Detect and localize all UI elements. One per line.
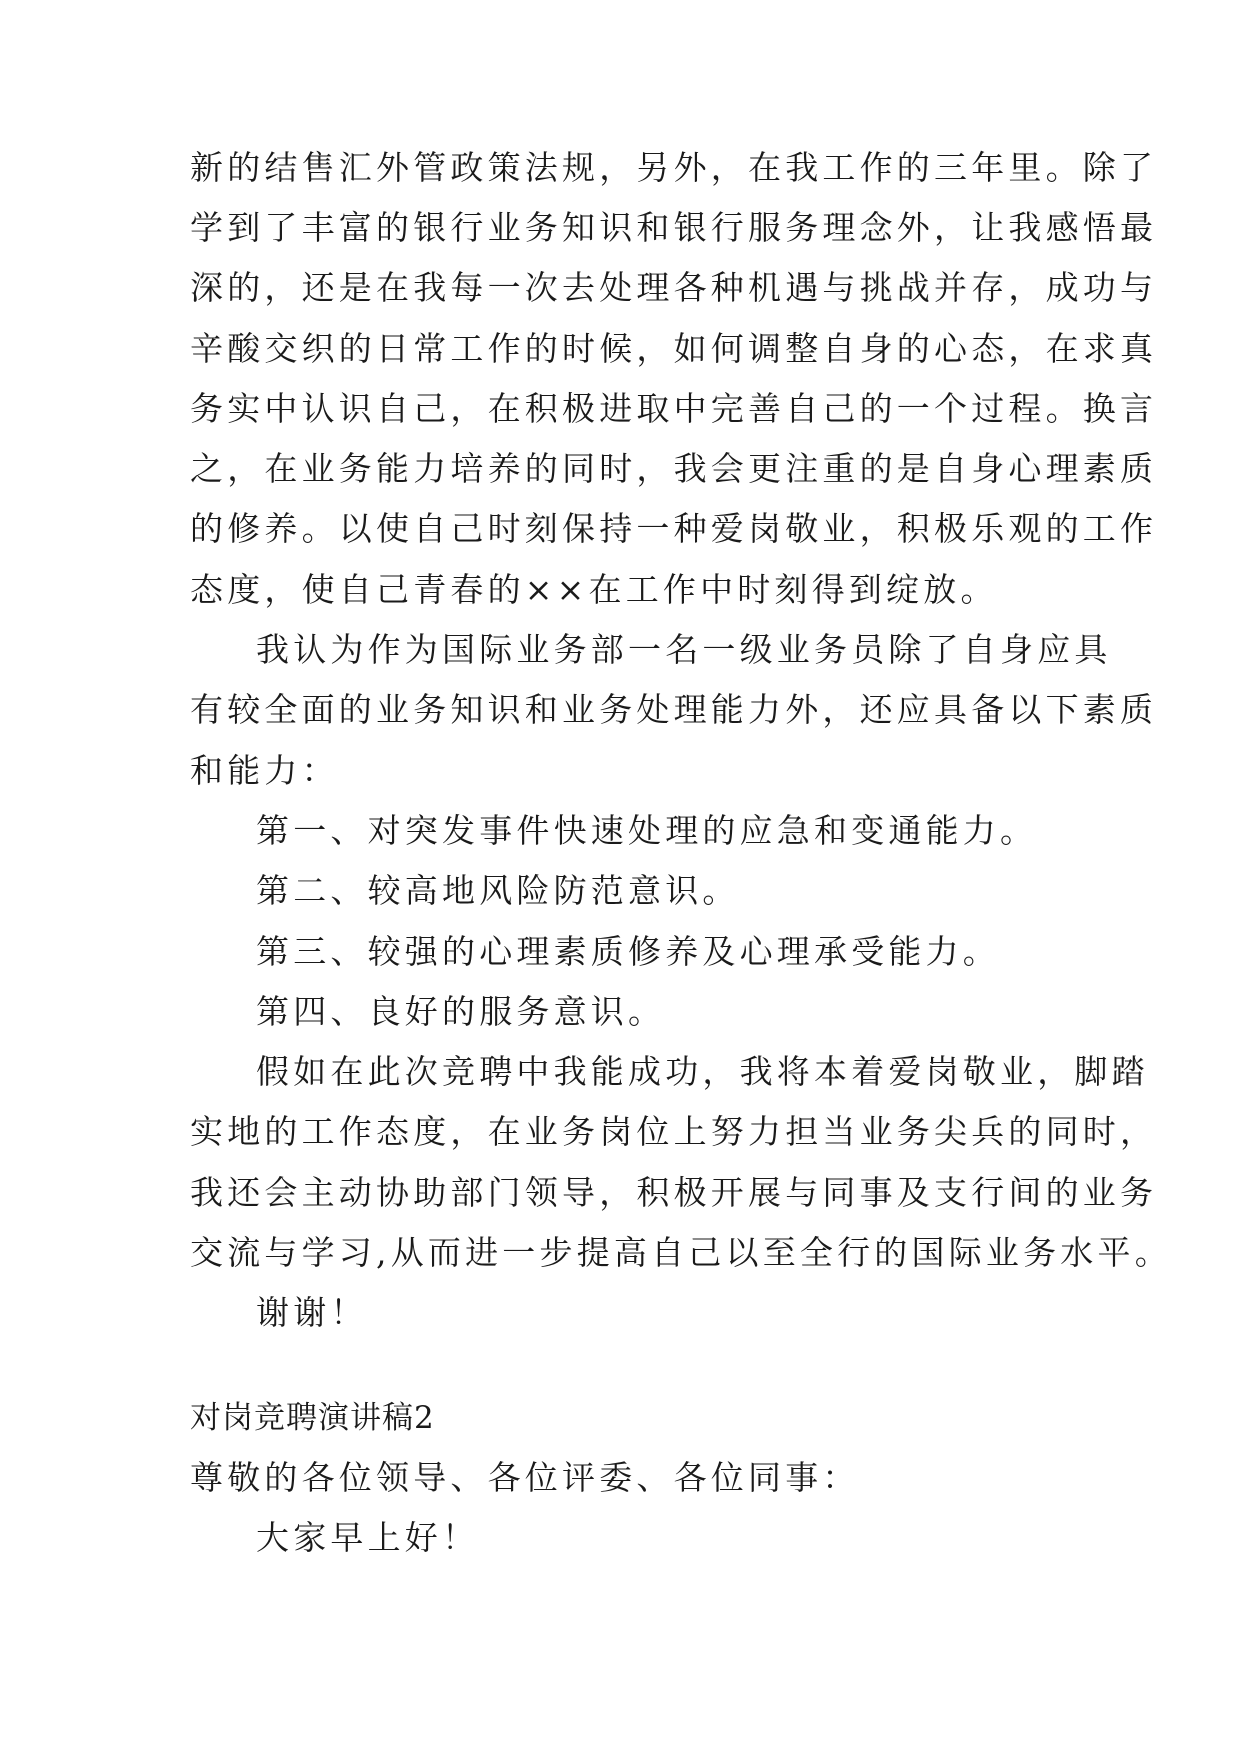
paragraph-line: 新的结售汇外管政策法规，另外，在我工作的三年里。除了 bbox=[190, 148, 1158, 187]
list-item: 第一、对突发事件快速处理的应急和变通能力。 bbox=[256, 811, 1038, 850]
section-title: 对岗竞聘演讲稿2 bbox=[190, 1400, 435, 1436]
closing-thanks: 谢谢！ bbox=[256, 1293, 368, 1332]
list-item: 第三、较强的心理素质修养及心理承受能力。 bbox=[256, 932, 1000, 971]
paragraph-line: 之，在业务能力培养的同时，我会更注重的是自身心理素质 bbox=[190, 449, 1158, 488]
paragraph-line: 辛酸交织的日常工作的时候，如何调整自身的心态，在求真 bbox=[190, 329, 1158, 368]
greeting: 大家早上好！ bbox=[256, 1518, 480, 1557]
paragraph-line: 我还会主动协助部门领导，积极开展与同事及支行间的业务 bbox=[190, 1173, 1158, 1212]
salutation: 尊敬的各位领导、各位评委、各位同事： bbox=[190, 1458, 860, 1497]
paragraph-line: 有较全面的业务知识和业务处理能力外，还应具备以下素质 bbox=[190, 690, 1158, 729]
list-item: 第四、良好的服务意识。 bbox=[256, 992, 666, 1031]
paragraph-line: 态度，使自己青春的××在工作中时刻得到绽放。 bbox=[190, 570, 998, 609]
paragraph-line: 的修养。以使自己时刻保持一种爱岗敬业，积极乐观的工作 bbox=[190, 509, 1158, 548]
paragraph-line: 实地的工作态度，在业务岗位上努力担当业务尖兵的同时， bbox=[190, 1112, 1158, 1151]
paragraph-line: 务实中认识自己，在积极进取中完善自己的一个过程。换言 bbox=[190, 389, 1158, 428]
paragraph-line: 深的，还是在我每一次去处理各种机遇与挑战并存，成功与 bbox=[190, 268, 1158, 307]
paragraph-line: 和能力： bbox=[190, 751, 339, 790]
paragraph-line: 交流与学习,从而进一步提高自己以至全行的国际业务水平。 bbox=[190, 1233, 1172, 1272]
list-item: 第二、较高地风险防范意识。 bbox=[256, 871, 740, 910]
paragraph-line: 假如在此次竞聘中我能成功，我将本着爱岗敬业，脚踏 bbox=[256, 1052, 1149, 1091]
paragraph-line: 学到了丰富的银行业务知识和银行服务理念外，让我感悟最 bbox=[190, 208, 1158, 247]
paragraph-line: 我认为作为国际业务部一名一级业务员除了自身应具 bbox=[256, 630, 1112, 669]
